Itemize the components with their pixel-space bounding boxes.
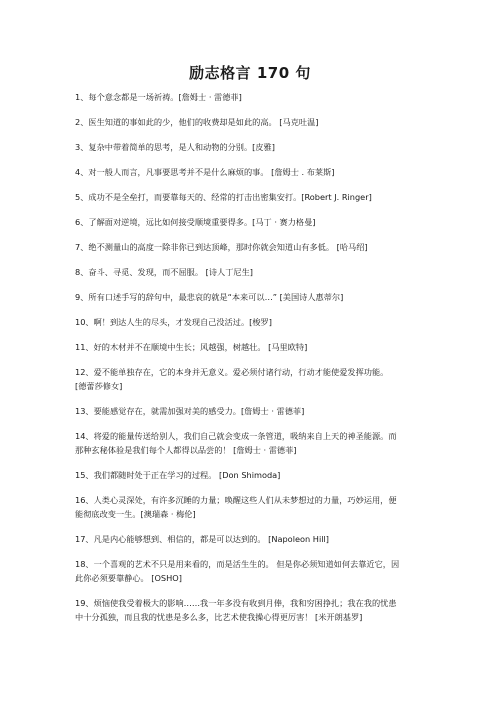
quote-item: 16、人类心灵深处，有许多沉睡的力量；唤醒这些人们从未梦想过的力量，巧妙运用，便 能彻底改变一生。[澳瑞森 · 梅伦] — [75, 495, 397, 519]
quote-list — [75, 90, 435, 635]
quote-item: 8、奋斗、寻觅、发现，而不屈服。 [诗人丁尼生] — [75, 267, 253, 277]
quote-item: 18、一个喜观的艺术不只是用来看的，而是活生生的。 但是你必须知道如何去靠近它，因 此你必须要靠静心。 [OSHO] — [75, 559, 400, 583]
quote-item: 9、所有口述手写的辞句中，最悲哀的就是“本来可以…” [美国诗人惠蒂尔] — [75, 292, 344, 302]
quote-item: 10、啊！到达人生的尽头，才发现自己没活过。[梭罗] — [75, 317, 272, 327]
quote-item: 7、绝不测量山的高度一除非你已到达顶峰，那时你就会知道山有多低。 [哈马绍] — [75, 242, 368, 252]
quote-item: 6、了解面对逆境，远比如何接受顺境重要得多。[马丁 · 赛力格曼] — [75, 217, 316, 227]
document-title: 励志格言 170 句 — [189, 64, 311, 82]
quote-item: 17、凡是内心能够想到、相信的，都是可以达到的。 [Napoleon Hill] — [75, 534, 329, 544]
quote-item: 19、烦恼使我受着极大的影响……我一年多没有收到月俸，我和穷困挣扎；我在我的忧患 中十分孤独，而且我的忧患是多么多，比艺术使我操心得更厉害！ [米开朗基罗] — [75, 598, 397, 622]
quote-item: 3、复杂中带着简单的思考，是人和动物的分别。[皮雅] — [75, 142, 275, 152]
quote-item: 1、每个意念都是一场祈祷。[詹姆士 · 雷德菲] — [75, 92, 242, 102]
quote-item: 11、好的木材并不在顺境中生长；风越强，树越壮。 [马里欧特] — [75, 342, 308, 352]
quote-item: 14、将爱的能量传送给别人，我们自己就会变成一条管道，吸纳来自上天的神圣能源。而 那种玄秘体验是我们每个人都得以品尝的！ [詹姆士 · 雷德菲] — [75, 431, 397, 455]
quote-item: 12、爱不能单独存在，它的本身并无意义。爱必须付诸行动，行动才能使爱发挥功能。 [德蕾莎修女] — [75, 367, 389, 391]
quote-item: 13、要能感觉存在，就需加强对美的感受力。[詹姆士 · 雷德菲] — [75, 406, 305, 416]
quote-item: 15、我们都随时处于正在学习的过程。 [Don Shimoda] — [75, 470, 281, 480]
quote-item: 5、成功不是全垒打，而要靠每天的、经常的打击出密集安打。[Robert J. Ringer] — [75, 192, 372, 202]
quote-item: 4、对一般人而言，凡事要思考并不是什么麻烦的事。 [詹姆士 . 布莱斯] — [75, 167, 335, 177]
quote-item: 2、医生知道的事如此的少，他们的收费却是如此的高。 [马克吐温] — [75, 117, 319, 127]
